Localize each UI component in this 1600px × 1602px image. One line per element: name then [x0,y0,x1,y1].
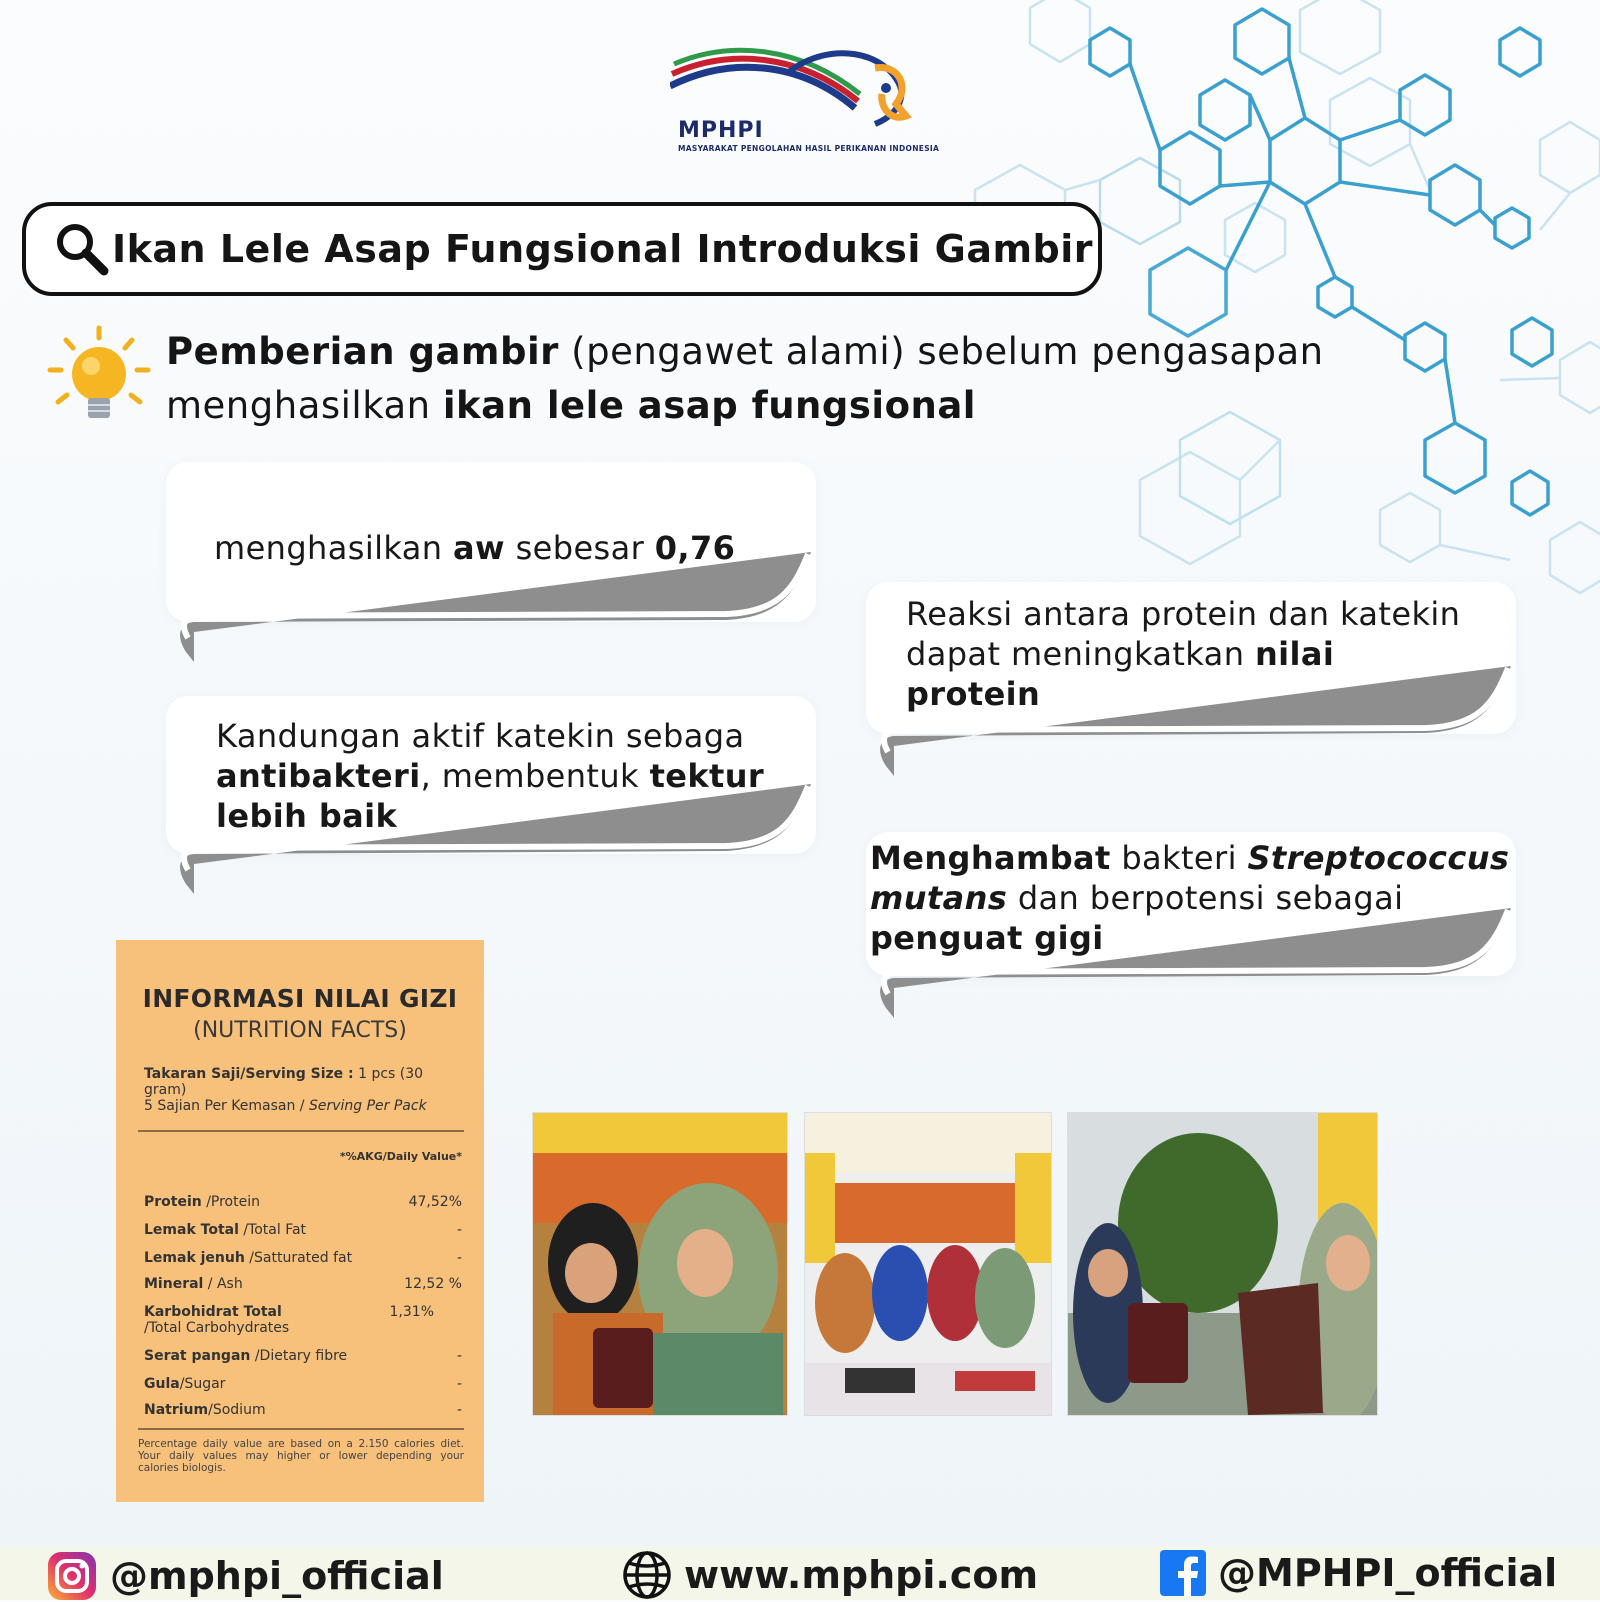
facebook-handle: @MPHPI_official [1218,1551,1558,1595]
nutrition-row: Gula/Sugar - [144,1376,462,1392]
bubble-text-protein: Reaksi antara protein dan katekin dapat meningkatkan nilai protein [906,595,1461,713]
title-box [22,202,1102,296]
facebook-icon [1160,1550,1206,1596]
nutrition-row: Serat pangan /Dietary fibre - [144,1348,462,1364]
instagram-link[interactable] [46,1550,444,1602]
divider [138,1130,464,1132]
globe-icon [622,1550,672,1600]
bubble-text-gigi: Menghambat bakteri Streptococcus mutans dan berpotensi sebagai penguat gigi [870,839,1510,957]
nutrition-row: Lemak Total /Total Fat - [144,1222,462,1238]
bubble-text-aw: menghasilkan aw sebesar 0,76 [214,529,736,567]
lightbulb-icon [44,322,154,432]
serving-size: Takaran Saji/Serving Size : 1 pcs (30 gram) [144,1066,424,1098]
bubble-text-katekin: Kandungan aktif katekin sebaga antibakteri, membentuk tektur lebih baik [216,717,765,835]
logo-name: MPHPI [678,118,764,143]
instagram-icon [46,1550,98,1602]
event-photo-3 [1067,1112,1378,1416]
intro-bold-1: Pemberian gambir [166,330,559,373]
nutrition-row: Natrium/Sodium - [144,1402,462,1418]
nutrition-footnote: Percentage daily value are based on a 2.150 calories diet. Your daily values may higher or lower depending your calories biologis. [138,1438,464,1474]
page-title: Ikan Lele Asap Fungsional Introduksi Gambir [112,227,1094,271]
intro-text-1: (pengawet alami) sebelum pengasapan menghasilkan [166,330,1324,427]
intro-bold-2: ikan lele asap fungsional [442,384,976,427]
divider [138,1428,464,1430]
event-photo-1 [532,1112,788,1416]
logo-subtitle: MASYARAKAT PENGOLAHAN HASIL PERIKANAN INDONESIA [678,144,940,153]
daily-value-header: *%AKG/Daily Value* [339,1150,462,1163]
nutrition-row: Mineral / Ash 12,52 % [144,1276,462,1292]
nutrition-row: Karbohidrat Total /Total Carbohydrates 1,31% [144,1304,434,1336]
nutrition-title: INFORMASI NILAI GIZI [142,984,458,1013]
servings-per-pack: 5 Sajian Per Kemasan / Serving Per Pack [144,1098,427,1114]
nutrition-row: Protein /Protein 47,52% [144,1194,462,1210]
mphpi-logo [670,46,940,156]
event-photo-2 [804,1112,1052,1416]
facebook-link[interactable] [1160,1550,1557,1596]
nutrition-facts-panel [116,940,484,1502]
search-icon [52,219,112,279]
website-url: www.mphpi.com [684,1553,1039,1597]
website-link[interactable] [622,1550,1038,1600]
footer-bar [0,1546,1600,1600]
nutrition-subtitle: (NUTRITION FACTS) [193,1018,407,1043]
hexagon-pattern-decoration [940,0,1600,600]
instagram-handle: @mphpi_official [110,1554,444,1598]
intro-text [166,325,1436,433]
nutrition-row: Lemak jenuh /Satturated fat - [144,1250,462,1266]
